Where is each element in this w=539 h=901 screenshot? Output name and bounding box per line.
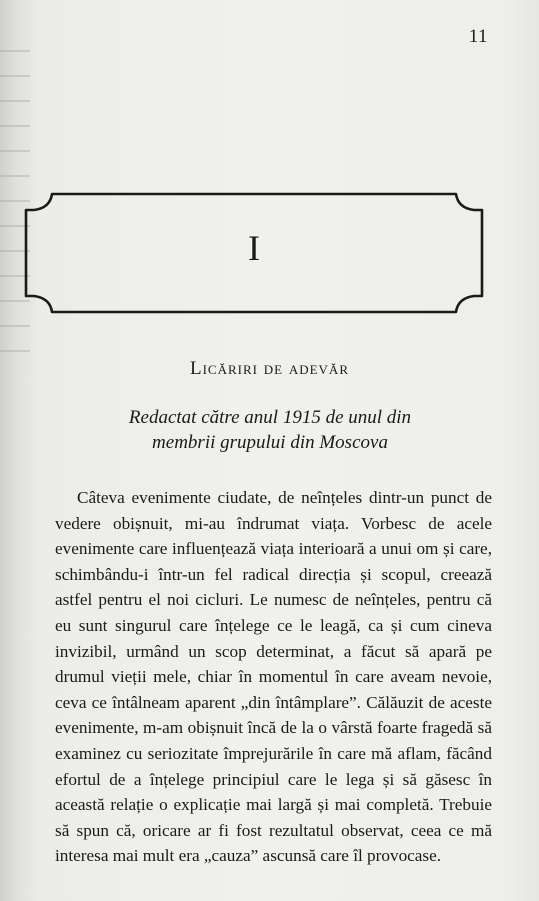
chapter-title: Licăriri de adevăr — [190, 358, 349, 379]
subtitle-line-2: membrii grupului din Moscova — [152, 432, 388, 453]
chapter-subtitle — [60, 405, 480, 455]
subtitle-line-1: Redactat către anul 1915 de unul din — [128, 407, 412, 428]
page-number: 11 — [468, 26, 488, 47]
chapter-frame — [22, 190, 486, 316]
body-paragraph: Câteva evenimente ciudate, de neînțeles dintr-un punct de vedere obișnuit, mi-au îndrumat viața. Vorbesc de acele evenimente care influențează viața interioară a unui om și care, schimbându-i într-un fel radical direcția și scopul, creează astfel pentru el noi cicluri. Le numesc de neînțeles, pentru că eu sunt singurul care înțelege ce le leagă, ca și cum cineva invizibil, urmând un scop determinat, a făcut să apară pe drumul vieții mele, chiar în momentul în care aveam nevoie, ceva ce întâlneam aparent „din întâmplare”. Călăuzit de aceste evenimente, m-am obișnuit încă de la o vârstă foarte fragedă să examinez cu seriozitate împrejurările în care mă aflam, făcând efortul de a înțelege principiul care le lega și să găsesc în această relație o explicație mai largă și mai completă. Trebuie să spun că, oricare ar fi fost rezultatul observat, ceea ce mă interesa mai mult era „cauza” ascunsă care îl provocase. — [55, 488, 492, 866]
chapter-numeral: I — [248, 228, 260, 268]
